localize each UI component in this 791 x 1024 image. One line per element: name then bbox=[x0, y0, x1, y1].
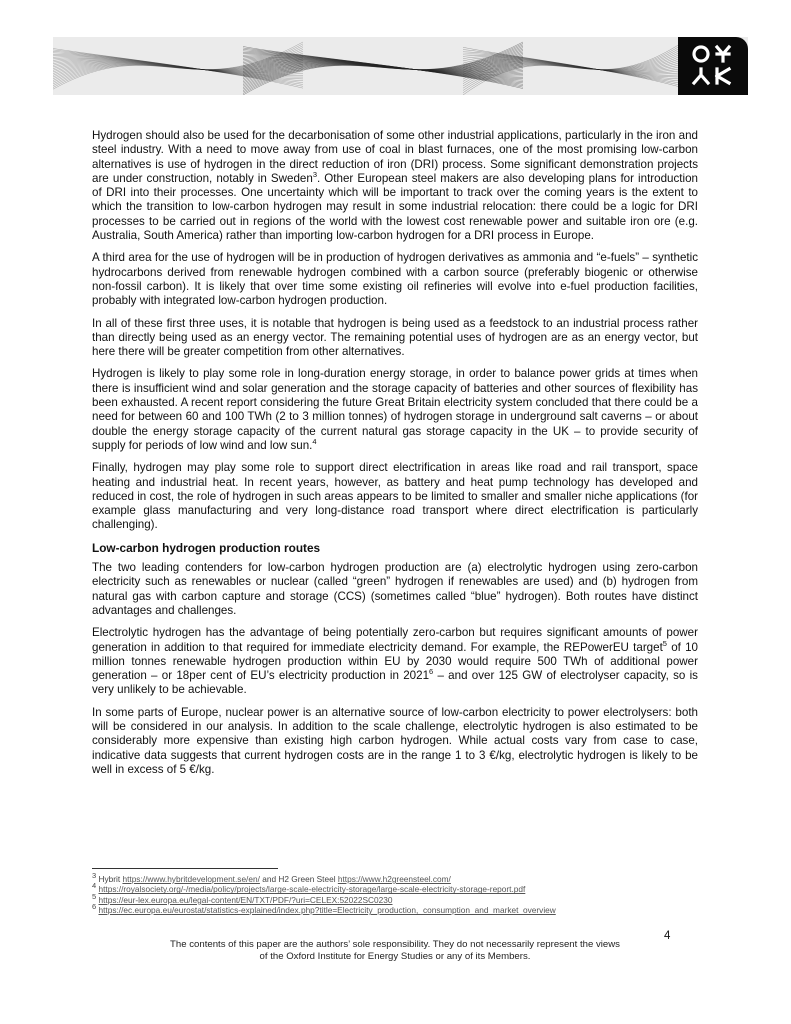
paragraph-8: In some parts of Europe, nuclear power is an alternative source of low-carbon electricity to power electrolysers: both will be considered in our analysis. In addition to the scale challenge, electrolytic hydrogen is also estimated to be considerably more expensive than existing high carbon hydrogen. While actual costs vary from case to case, indicative data suggests that current hydrogen costs are in the range 1 to 3 €/kg, electrolytic hydrogen is likely to be well in excess of 5 €/kg. bbox=[92, 705, 698, 776]
footnote-ref-5[interactable]: 5 bbox=[662, 638, 667, 648]
paragraph-6: The two leading contenders for low-carbon hydrogen production are (a) electrolytic hydrogen using zero-carbon electricity such as renewables or nuclear (called “green” hydrogen if renewables are used) and (b) hydrogen from natural gas with carbon capture and storage (CCS) (sometimes called “blue” hydrogen). Both routes have distinct advantages and challenges. bbox=[92, 561, 698, 617]
paragraph-4 bbox=[92, 367, 698, 453]
paragraph-3: In all of these first three uses, it is notable that hydrogen is being used as a feedstock to an industrial process rather than directly being used as an energy vector. The remaining potential uses of hydrogen are as an energy vector, but here there will be greater competition from other alternatives. bbox=[92, 316, 698, 359]
footnote-link-royalsociety[interactable]: https://royalsociety.org/-/media/policy/projects/large-scale-electricity-storage/large-scale-electricity-storage-report.pdf bbox=[98, 884, 526, 895]
paragraph-2: A third area for the use of hydrogen will be in production of hydrogen derivatives as ammonia and “e-fuels” – synthetic hydrocarbons derived from renewable hydrogen combined with a carbon source (preferably biogenic or otherwise non-fossil carbon). It is likely that over time some existing oil refineries will evolve into e-fuel production facilities, probably with integrated low-carbon hydrogen production. bbox=[92, 251, 698, 308]
footnote-link-h2greensteel[interactable]: https://www.h2greensteel.com/ bbox=[337, 874, 451, 884]
footnote-3 bbox=[92, 871, 698, 884]
paragraph-1-text: Hydrogen should also be used for the decarbonisation of some other industrial applications, particularly in the iron and steel industry. With a need to move away from use of coal in blast furnaces, one of the most promising low-carbon alternatives is use of hydrogen in the direct reduction of iron (DRI) process. Some significant demonstration projects are under construction, notably in Sweden bbox=[92, 129, 698, 185]
page-footer bbox=[92, 939, 698, 963]
footnote-ref-4[interactable]: 4 bbox=[312, 437, 317, 447]
footnote-number: 3 bbox=[92, 871, 97, 881]
footer-line-1: The contents of this paper are the authors’ sole responsibility. They do not necessarily represent the views bbox=[170, 939, 620, 950]
footnote-text: Hybrit bbox=[98, 874, 123, 884]
footnote-number: 4 bbox=[92, 881, 97, 891]
paragraph-7-text-cont: of 10 million tonnes renewable hydrogen production within EU by 2030 would require 500 TWh of additional power generation – or 18per cent of EU’s electricity production in 2021 bbox=[92, 640, 698, 683]
footnote-6 bbox=[92, 902, 698, 916]
header-banner bbox=[53, 37, 748, 95]
paragraph-1-text-cont: . Other European steel makers are also developing plans for introduction of DRI into their processes. One uncertainty which will be important to track over the coming years is the extent to which the transition to low-carbon hydrogen may result in some industrial relocation: there could be a logic for DRI processes to be carried out in regions of the world with the lowest cost renewable power and suitable iron ore (e.g. Australia, South America) rather than importing low-carbon hydrogen for a DRI process in Europe. bbox=[92, 171, 698, 243]
paragraph-5: Finally, hydrogen may play some role to support direct electrification in areas like road and rail transport, space heating and industrial heat. In recent years, however, as battery and heat pump technology has developed and reduced in cost, the role of hydrogen in such areas appears to be limited to smaller and smaller niche applications (for example glass manufacturing and very long-distance road transport where direct electrification is particularly challenging). bbox=[92, 461, 698, 532]
footnote-text: and H2 Green Steel bbox=[259, 874, 338, 884]
footer-line-2: of the Oxford Institute for Energy Studies or any of its Members. bbox=[259, 951, 531, 962]
footnote-link-hybrit[interactable]: https://www.hybritdevelopment.se/en/ bbox=[122, 874, 260, 884]
paragraph-7-text: Electrolytic hydrogen has the advantage of being potentially zero-carbon but requires significant amounts of power generation in addition to that required for immediate electricity demand. For example, the REPowerEU target bbox=[92, 626, 698, 654]
footnote-number: 6 bbox=[92, 902, 97, 912]
footnote-ref-6[interactable]: 6 bbox=[429, 667, 434, 677]
paragraph-7 bbox=[92, 626, 698, 697]
wave-pattern-graphic bbox=[53, 37, 678, 95]
oies-logo-icon bbox=[690, 43, 736, 89]
paragraph-1 bbox=[92, 129, 698, 243]
paragraph-7-text-end: – and over 125 GW of electrolyser capacity, so is very unlikely to be achievable. bbox=[92, 669, 698, 697]
section-heading: Low-carbon hydrogen production routes bbox=[92, 540, 321, 555]
footnotes bbox=[92, 871, 698, 916]
paragraph-4-text: Hydrogen is likely to play some role in long-duration energy storage, in order to balance power grids at times when there is insufficient wind and solar generation and the storage capacity of batteries and other sources of flexibility has been exhausted. A recent report considering the future Great Britain electricity system concluded that there could be a need for between 60 and 100 TWh (2 to 3 million tonnes) of hydrogen storage in underground salt caverns – or about double the energy storage capacity of the current natural gas storage capacity in the UK – to provide security of supply for periods of low wind and low sun. bbox=[92, 367, 698, 452]
footnote-link-eurostat[interactable]: https://ec.europa.eu/eurostat/statistics-explained/index.php?title=Electricity_production,_consumption_and_market_overview bbox=[98, 905, 556, 916]
body-content bbox=[92, 129, 698, 785]
footnote-number: 5 bbox=[92, 892, 97, 902]
footnote-5 bbox=[92, 892, 698, 905]
footnote-4 bbox=[92, 881, 698, 895]
page-number: 4 bbox=[664, 930, 671, 942]
footnote-ref-3[interactable]: 3 bbox=[312, 170, 317, 180]
footnote-link-eurlex[interactable]: https://eur-lex.europa.eu/legal-content/EN/TXT/PDF/?uri=CELEX:52022SC0230 bbox=[98, 894, 393, 905]
footnote-separator bbox=[92, 868, 278, 869]
oxford-institute-logo bbox=[678, 37, 748, 95]
